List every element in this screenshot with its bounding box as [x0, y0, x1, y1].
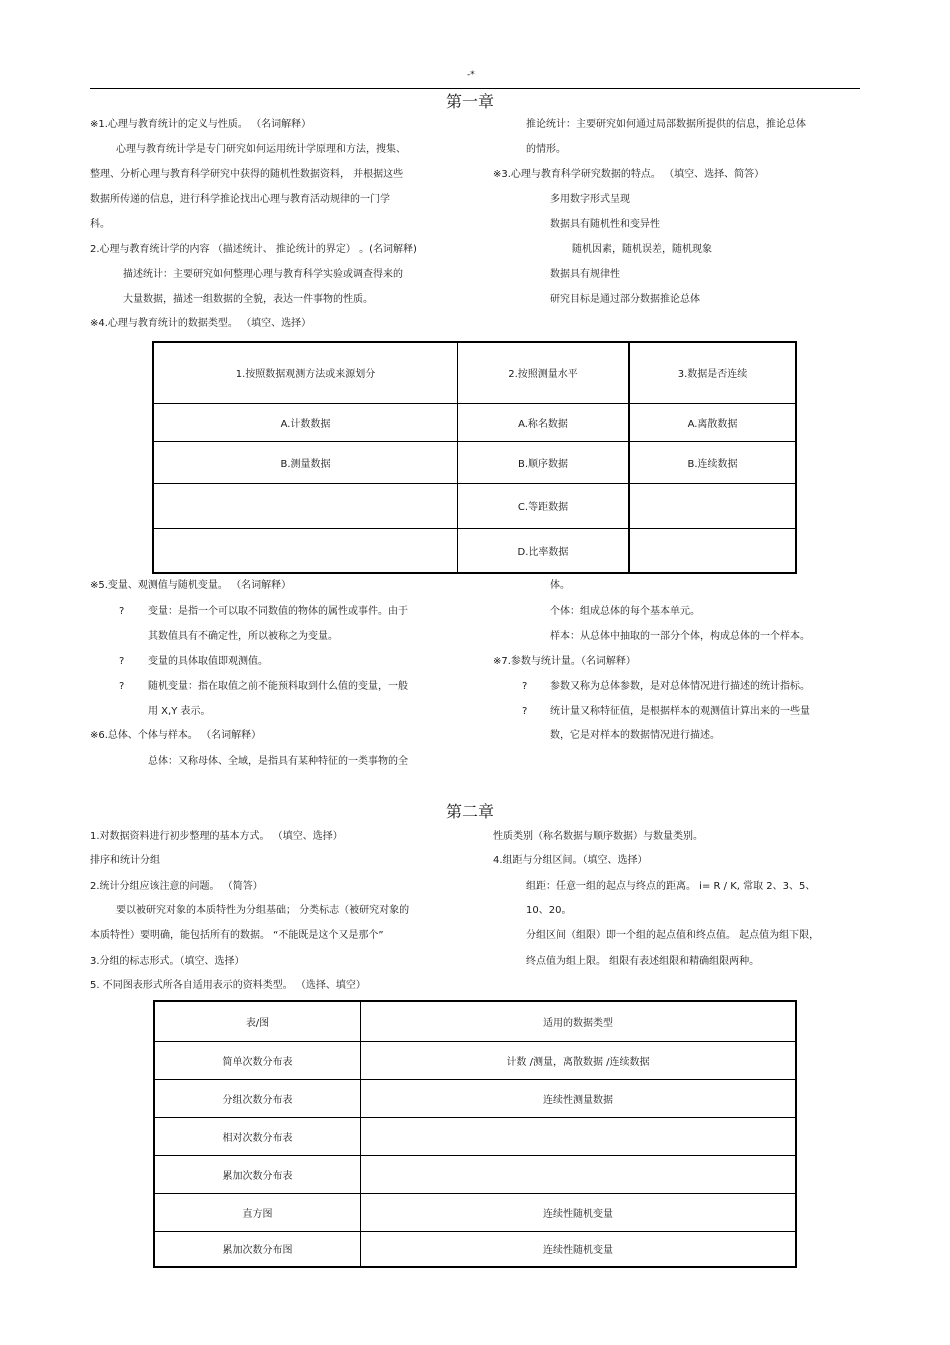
- ch1-left-line: ※4.心理与教育统计的数据类型。 （填空、选择）: [90, 318, 312, 329]
- table-header-cell: 适用的数据类型: [361, 1001, 797, 1041]
- table-cell: [153, 483, 458, 528]
- table-cell: 计数 /测量，离散数据 /连续数据: [361, 1041, 797, 1079]
- ch1-right-line: 数据具有规律性: [550, 269, 620, 280]
- ch2-left-line: 3.分组的标志形式。（填空、选择）: [90, 956, 245, 967]
- random-variable-line: 用 X,Y 表示。: [148, 706, 211, 717]
- ch2-right-line: 4.组距与分组区间。（填空、选择）: [493, 855, 648, 866]
- bullet-icon: ?: [522, 706, 528, 717]
- ch2-right-line: 10、20。: [526, 905, 572, 916]
- individual-def: 个体：组成总体的每个基本单元。: [550, 606, 700, 617]
- sample-def: 样本：从总体中抽取的一部分个体，构成总体的一个样本。: [550, 631, 810, 642]
- table-cell: B.连续数据: [629, 441, 796, 483]
- chart-types-table: [153, 1000, 797, 1268]
- table-cell: 连续性随机变量: [361, 1231, 797, 1267]
- table-header-cell: 表/图: [154, 1001, 361, 1041]
- section-6-title: ※6.总体、个体与样本。 （名词解释）: [90, 730, 262, 741]
- ch1-right-line: ※3.心理与教育科学研究数据的特点。 （填空、选择、简答）: [493, 169, 765, 180]
- ch1-right-line: 研究目标是通过部分数据推论总体: [550, 294, 700, 305]
- table-cell: D.比率数据: [458, 528, 630, 573]
- table-row: [154, 1041, 796, 1079]
- table-row: [154, 1155, 796, 1193]
- ch1-right-line: 随机因素，随机误差，随机现象: [572, 244, 712, 255]
- table-cell: C.等距数据: [458, 483, 630, 528]
- data-types-table: [152, 341, 797, 574]
- section-7-title: ※7.参数与统计量。（名词解释）: [493, 656, 636, 667]
- bullet-icon: ?: [522, 681, 528, 692]
- ch2-left-line: 5. 不同图表形式所各自适用表示的资料类型。 （选择、填空）: [90, 980, 366, 991]
- table-row: [153, 403, 796, 441]
- observation-def: 变量的具体取值即观测值。: [148, 656, 268, 667]
- variable-def-line: 其数值具有不确定性，所以被称之为变量。: [148, 631, 338, 642]
- ch1-right-line: 多用数字形式呈现: [550, 194, 630, 205]
- table-cell: [153, 528, 458, 573]
- table-cell: 简单次数分布表: [154, 1041, 361, 1079]
- table-cell: A.称名数据: [458, 403, 630, 441]
- ch1-left-line: 科。: [90, 219, 110, 230]
- ch2-left-line: 1.对数据资料进行初步整理的基本方式。 （填空、选择）: [90, 831, 343, 842]
- table-cell: [629, 528, 796, 573]
- table-row: [154, 1117, 796, 1155]
- table-cell: 累加次数分布图: [154, 1231, 361, 1267]
- table-cell: [361, 1117, 797, 1155]
- variable-def-line: 变量：是指一个可以取不同数值的物体的属性或事件。由于: [148, 606, 408, 617]
- table-cell: A.离散数据: [629, 403, 796, 441]
- ch1-left-line: 描述统计：主要研究如何整理心理与教育科学实验或调查得来的: [123, 269, 403, 280]
- table-cell: 连续性测量数据: [361, 1079, 797, 1117]
- statistic-def-line: 统计量又称特征值，是根据样本的观测值计算出来的一些量: [550, 706, 810, 717]
- table-cell: 累加次数分布表: [154, 1155, 361, 1193]
- chapter-2-title: 第二章: [446, 802, 495, 821]
- table-header-cell: 3.数据是否连续: [629, 342, 796, 403]
- ch2-left-line: 本质特性）要明确，能包括所有的数据。 “不能既是这个又是那个”: [90, 930, 384, 941]
- ch2-left-line: 2.统计分组应该注意的问题。 （简答）: [90, 881, 263, 892]
- ch2-right-line: 组距：任意一组的起点与终点的距离。 i= R / K, 常取 2、3、5、: [526, 881, 816, 892]
- ch1-left-line: 大量数据，描述一组数据的全貌，表达一件事物的性质。: [123, 294, 373, 305]
- table-cell: 直方图: [154, 1193, 361, 1231]
- table-header-cell: 2.按照测量水平: [458, 342, 630, 403]
- table-cell: 相对次数分布表: [154, 1117, 361, 1155]
- ch1-right-line: 推论统计：主要研究如何通过局部数据所提供的信息，推论总体: [526, 119, 806, 130]
- header-mark: -*: [467, 70, 475, 80]
- ch1-left-line: 整理、分析心理与教育科学研究中获得的随机性数据资料， 并根据这些: [90, 169, 404, 180]
- table-row: [154, 1231, 796, 1267]
- table-cell: A.计数数据: [153, 403, 458, 441]
- table-header-cell: 1.按照数据观测方法或来源划分: [153, 342, 458, 403]
- statistic-def-line: 数，它是对样本的数据情况进行描述。: [550, 730, 720, 741]
- ch1-left-line: 数据所传递的信息，进行科学推论找出心理与教育活动规律的一门学: [90, 194, 390, 205]
- ch2-right-line: 分组区间（组限）即一个组的起点值和终点值。 起点值为组下限，: [526, 930, 820, 941]
- table-row: [153, 528, 796, 573]
- chapter-1-title: 第一章: [446, 92, 495, 111]
- ch1-right-line: 的情形。: [526, 144, 566, 155]
- section-5-title: ※5.变量、观测值与随机变量。 （名词解释）: [90, 580, 292, 591]
- table-cell: [629, 483, 796, 528]
- random-variable-line: 随机变量：指在取值之前不能预料取到什么值的变量，一般: [148, 681, 408, 692]
- ch2-left-line: 要以被研究对象的本质特性为分组基础； 分类标志（被研究对象的: [116, 905, 410, 916]
- bullet-icon: ?: [119, 606, 125, 617]
- table-row: [153, 483, 796, 528]
- ch2-left-line: 排序和统计分组: [90, 855, 160, 866]
- table-header-row: [153, 342, 796, 403]
- header-rule: [90, 88, 860, 89]
- bullet-icon: ?: [119, 681, 125, 692]
- ch1-right-line: 数据具有随机性和变异性: [550, 219, 660, 230]
- table-cell: B.顺序数据: [458, 441, 630, 483]
- table-cell: [361, 1155, 797, 1193]
- ch2-right-line: 性质类别（称名数据与顺序数据）与数量类别。: [493, 831, 703, 842]
- ch1-left-line: 2.心理与教育统计学的内容 （描述统计、 推论统计的界定） 。(名词解释): [90, 244, 417, 255]
- ch1-left-line: ※1.心理与教育统计的定义与性质。 （名词解释）: [90, 119, 312, 130]
- table-cell: B.测量数据: [153, 441, 458, 483]
- table-cell: 连续性随机变量: [361, 1193, 797, 1231]
- table-row: [154, 1079, 796, 1117]
- parameter-def: 参数又称为总体参数，是对总体情况进行描述的统计指标。: [550, 681, 810, 692]
- table-cell: 分组次数分布表: [154, 1079, 361, 1117]
- ch1-left-line: 心理与教育统计学是专门研究如何运用统计学原理和方法，搜集、: [116, 144, 406, 155]
- population-def-line: 总体：又称母体、全域，是指具有某种特征的一类事物的全: [148, 756, 408, 767]
- ch2-right-line: 终点值为组上限。 组限有表述组限和精确组限两种。: [526, 956, 760, 967]
- population-def-line: 体。: [550, 580, 570, 591]
- table-row: [153, 441, 796, 483]
- table-row: [154, 1193, 796, 1231]
- table-header-row: [154, 1001, 796, 1041]
- bullet-icon: ?: [119, 656, 125, 667]
